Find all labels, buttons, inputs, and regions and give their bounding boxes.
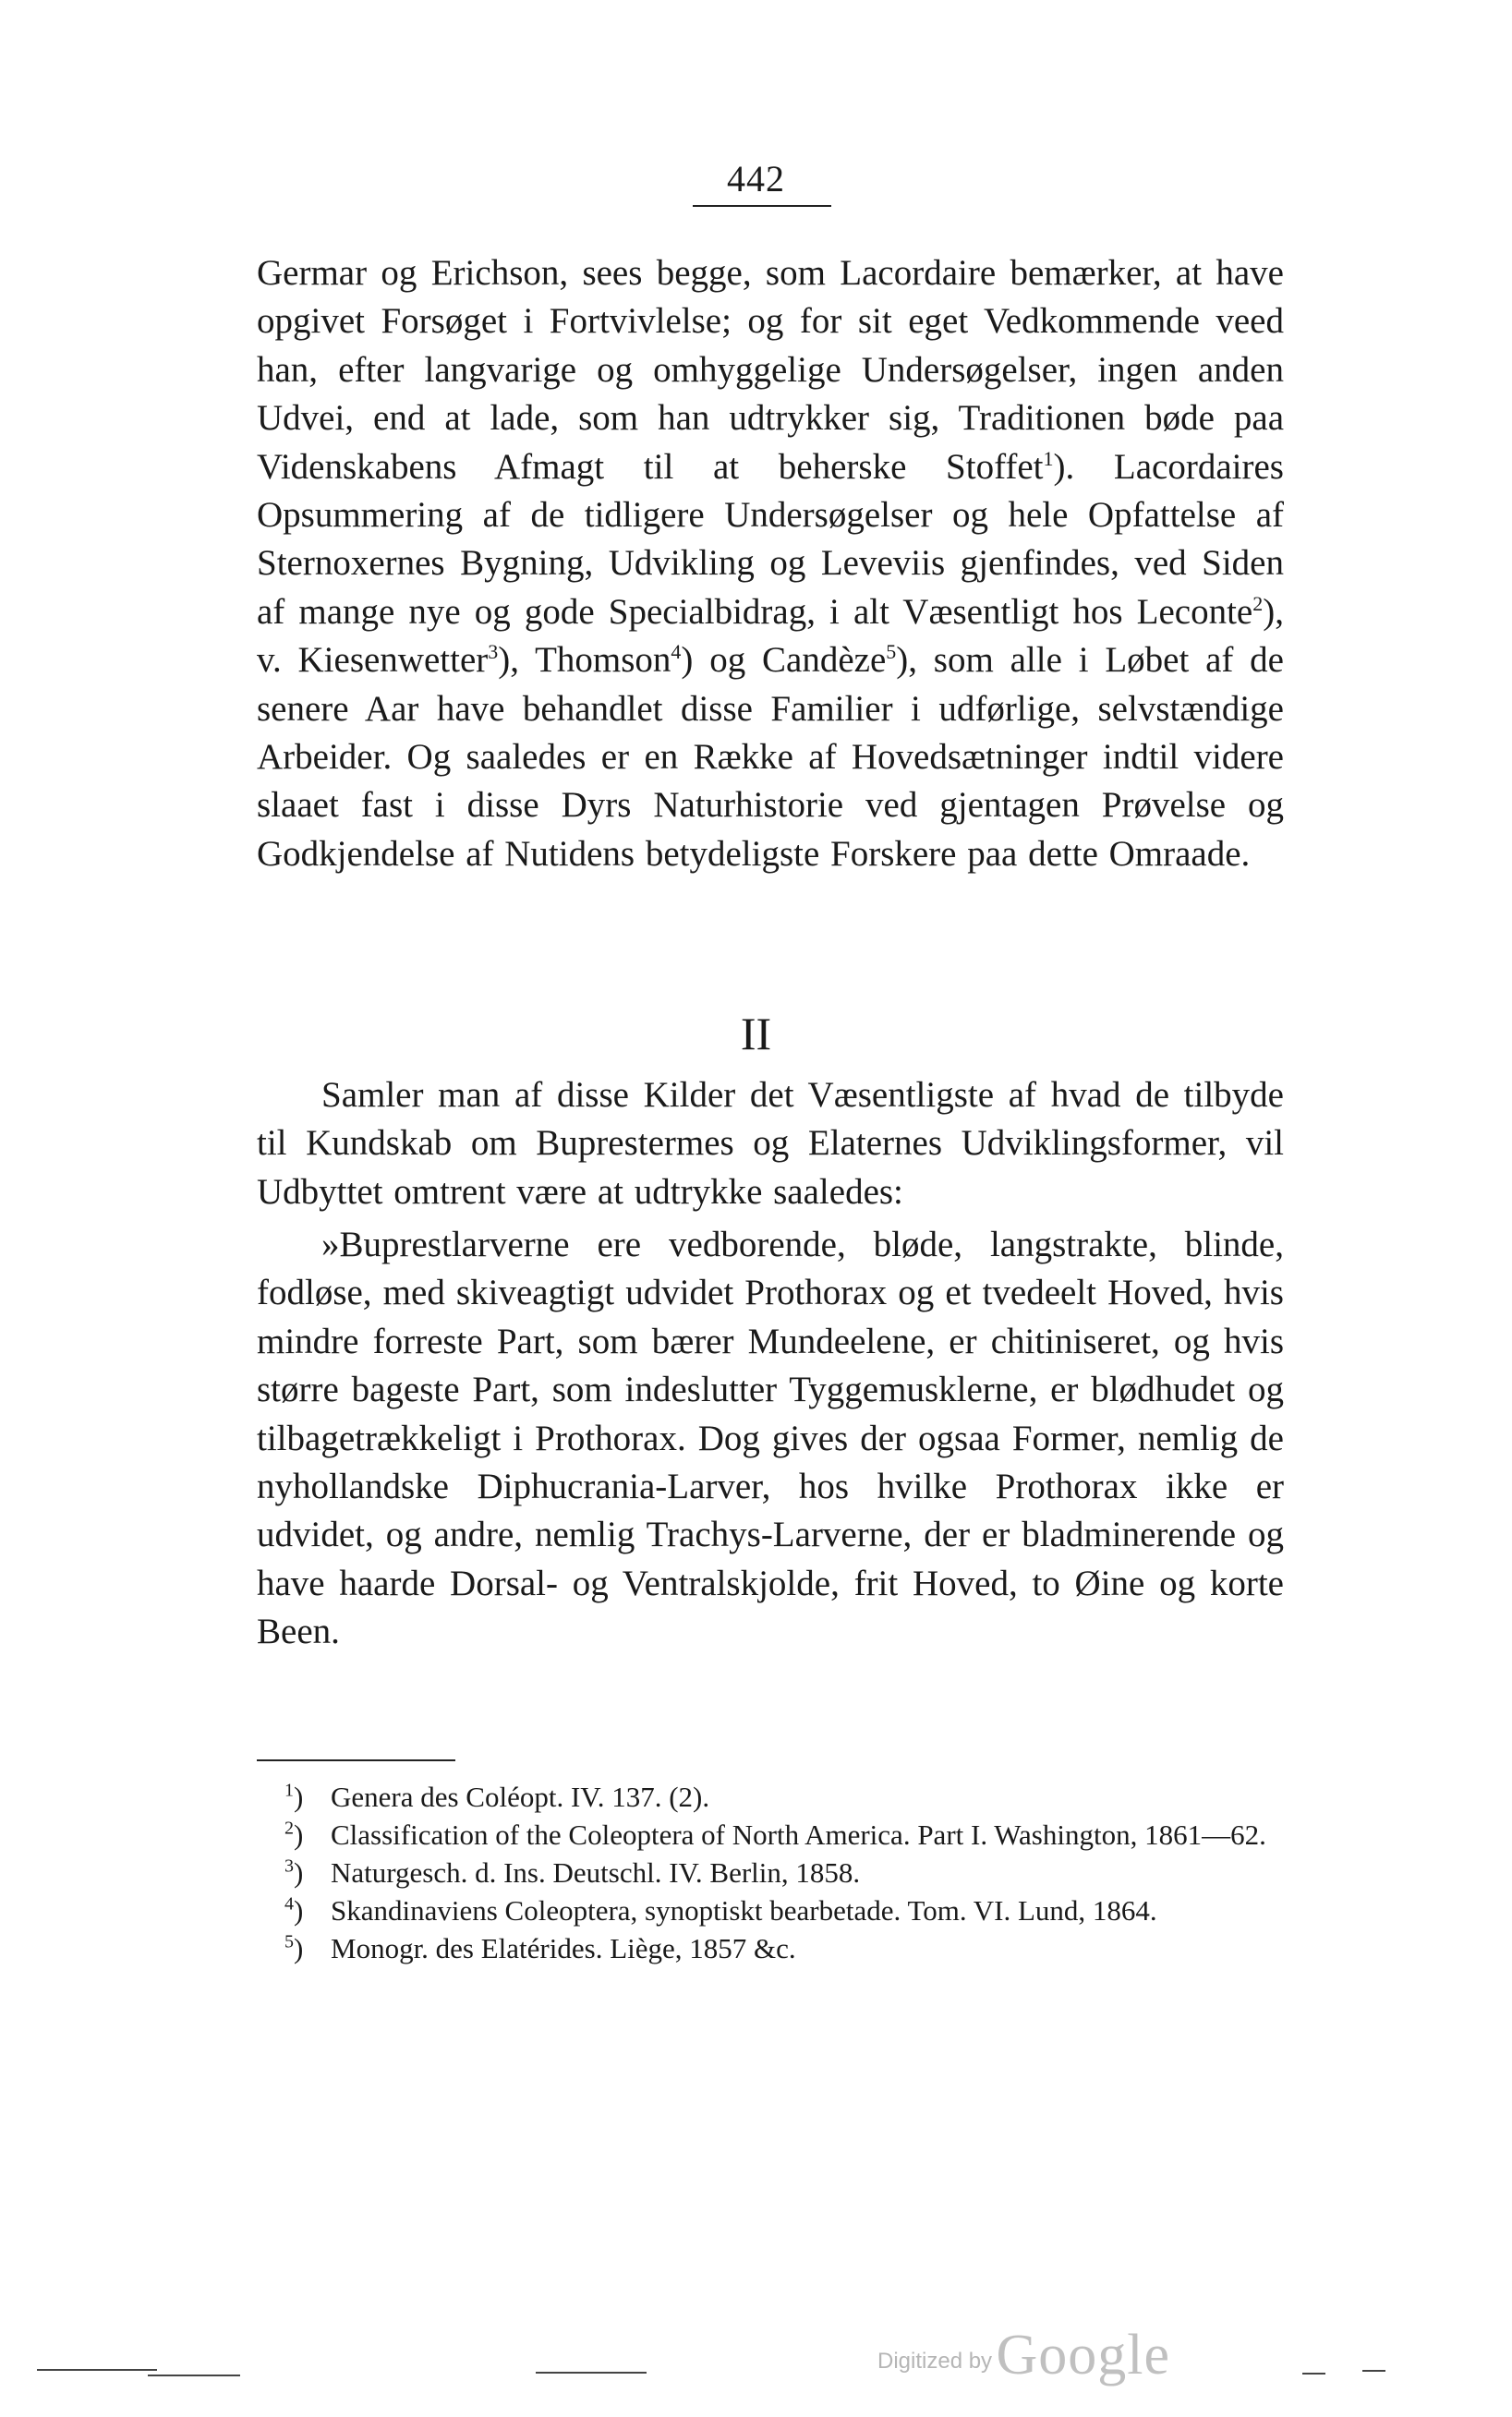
paragraph-2: Samler man af disse Kilder det Væsentligste af hvad de tilbyde til Kundskab om Buprestermes og Elaternes Udviklingsformer, vil Udbyttet omtrent være at udtrykke saaledes: bbox=[257, 1075, 1284, 1212]
footnote-mark-1: $^1$) bbox=[284, 1780, 304, 1813]
digitized-watermark bbox=[877, 2323, 1170, 2388]
footnote-text-1: Genera des Coléopt. IV. 137. (2). bbox=[331, 1781, 710, 1813]
scan-mark-line bbox=[1302, 2373, 1325, 2375]
paragraph-1-text-f: , som alle i Løbet af de senere Aar have behandlet disse Familier i udførlige, selvstændige Arbeider. Og saaledes er en Række af Hovedsætninger indtil videre slaaet fast i disse Dyrs Naturhistorie ved gjentagen Prøvelse og Godkjendelse af Nutidens betydeligste Forskere paa dette Omraade. bbox=[257, 640, 1284, 874]
footnote-text-3: Naturgesch. d. Ins. Deutschl. IV. Berlin, 1858. bbox=[331, 1856, 861, 1889]
watermark-prefix: Digitized by bbox=[877, 2349, 993, 2374]
footnote-2 bbox=[257, 1816, 1284, 1854]
footnote-ref-4: 4 bbox=[671, 640, 682, 664]
footnote-ref-1: 1 bbox=[1043, 446, 1054, 470]
section-heading: II bbox=[740, 1008, 772, 1059]
paragraph-3: »Buprestlarverne ere vedborende, bløde, langstrakte, blinde, fodløse, med skiveagtigt udvidet Prothorax og et tvedeelt Hoved, hvis mindre forreste Part, som bærer Mundeelene, er chitiniseret, og hvis større bageste Part, som indeslutter Tyggemusklerne, er blødhudet og tilbagetrækkeligt i Prothorax. Dog gives der ogsaa Former, nemlig de nyhollandske Diphucrania-Larver, hos hvilke Prothorax ikke er udvidet, og andre, nemlig Trachys-Larverne, der er bladminerende og have haarde Dorsal- og Ventralskjolde, frit Hoved, to Øine og korte Been. bbox=[257, 1225, 1284, 1652]
footnote-ref-3: 3 bbox=[488, 640, 499, 664]
scan-mark-line bbox=[148, 2375, 240, 2376]
footnote-mark-3: $^3$) bbox=[284, 1855, 304, 1889]
paragraph-1-text-e: og Candèze bbox=[693, 640, 887, 681]
footnote-mark-5: $^5$) bbox=[284, 1931, 304, 1964]
footnote-text-5: Monogr. des Elatérides. Liège, 1857 &c. bbox=[331, 1932, 796, 1964]
scan-mark-line bbox=[1362, 2370, 1385, 2372]
footnote-text-2: Classification of the Coleoptera of North America. Part I. Washington, 1861—62. bbox=[331, 1819, 1266, 1851]
footnotes bbox=[257, 1778, 1284, 1967]
scan-mark-line bbox=[536, 2372, 647, 2374]
footnote-mark-4: $^4$) bbox=[284, 1893, 304, 1927]
footnote-ref-5: 5 bbox=[886, 640, 897, 664]
footnote-3 bbox=[257, 1854, 1284, 1891]
paragraph-1: Germar og Erichson, sees begge, som Lacordaire bemærker, at have opgivet Forsøget i Fortvivlelse; og for sit eget Vedkommende veed han, efter langvarige og omhyggelige Undersøgelser, ingen anden Udvei, end at lade, som han udtrykker sig, Traditionen bøde paa Videnskabens Afmagt til at beherske Stoffet$^1$). Lacordaires Opsummering af de tidligere Undersøgelser og hele Opfattelse af Sternoxernes Bygning, Udvikling og Leveviis gjenfindes, ved Siden af mange nye og gode Specialbidrag, i alt Væsentligt hos Leconte$^2$), v. Kiesenwetter$^3$), Thomson$^4$) og Candèze$^5$), som alle i Løbet af de senere Aar have behandlet disse Familier i udførlige, selvstændige Arbeider. Og saaledes er en Række af Hovedsætninger indtil videre slaaet fast i disse Dyrs Naturhistorie ved gjentagen Prøvelse og Godkjendelse af Nutidens betydeligste Forskere paa dette Omraade. bbox=[257, 253, 1284, 874]
footnote-rule bbox=[257, 1759, 455, 1761]
footnote-mark-2: $^2$) bbox=[284, 1818, 304, 1851]
google-logo: Google bbox=[996, 2324, 1171, 2387]
footnote-ref-2: 2 bbox=[1252, 591, 1264, 615]
paragraph-1-text-c: , v. Kiesenwetter bbox=[257, 591, 1284, 681]
paragraph-1-text-b: . Lacordaires Opsummering af de tidligere Undersøgelser og hele Opfattelse af Sternoxernes Bygning, Udvikling og Leveviis gjenfindes, ved Siden af mange nye og gode Specialbidrag, i alt Væsentligt hos Leconte bbox=[257, 446, 1284, 632]
scan-mark-line bbox=[37, 2369, 157, 2371]
page-number: 442 bbox=[727, 158, 785, 199]
footnote-4 bbox=[257, 1891, 1284, 1929]
footnote-1 bbox=[257, 1778, 1284, 1816]
paragraph-1-text: Germar og Erichson, sees begge, som Lacordaire bemærker, at have opgivet Forsøget i Fortvivlelse; og for sit eget Vedkommende veed han, efter langvarige og omhyggelige Undersøgelser, ingen anden Udvei, end at lade, som han udtrykker sig, Traditionen bøde paa Videnskabens Afmagt til at beherske Stoffet bbox=[257, 253, 1284, 487]
footnote-5 bbox=[257, 1929, 1284, 1967]
paragraph-1-text-d: , Thomson bbox=[510, 640, 671, 681]
page-number-rule bbox=[693, 205, 831, 207]
footnote-text-4: Skandinaviens Coleoptera, synoptiskt bearbetade. Tom. VI. Lund, 1864. bbox=[331, 1894, 1157, 1927]
